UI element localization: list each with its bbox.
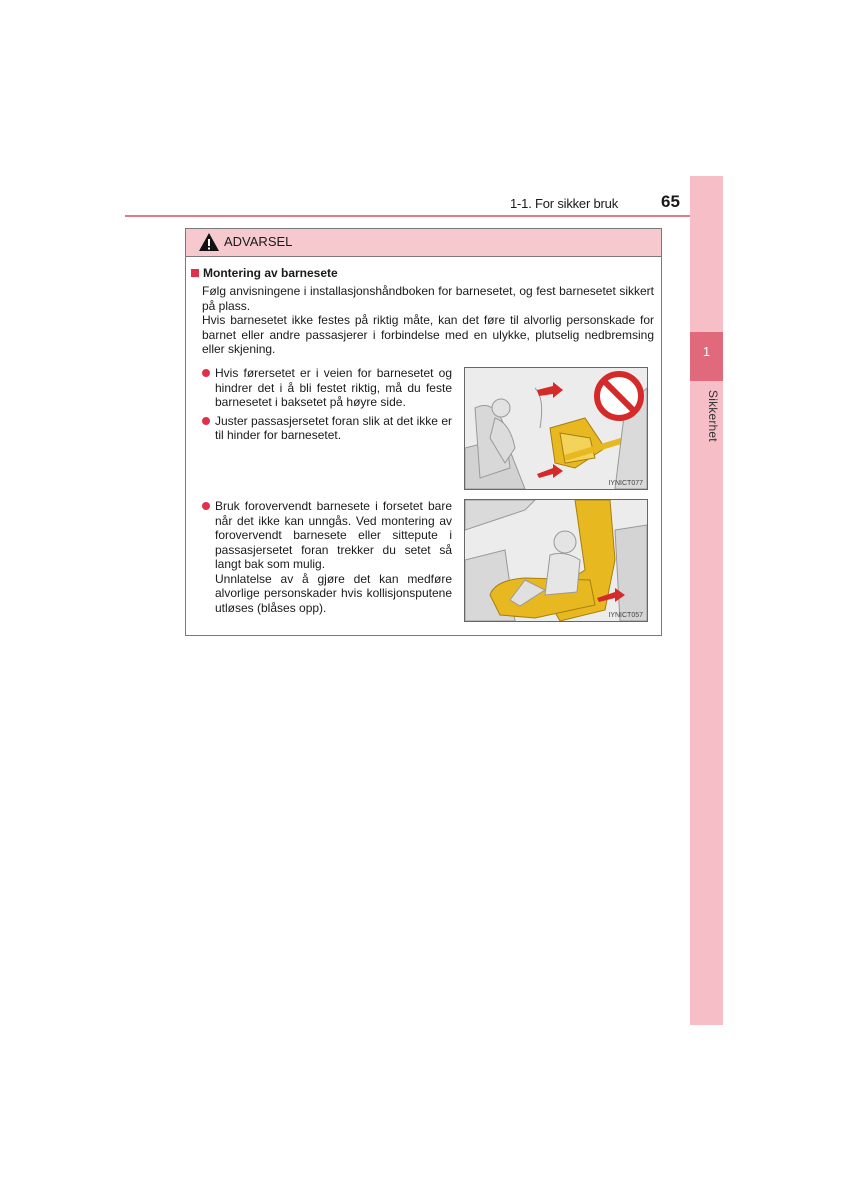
square-bullet-icon (191, 269, 199, 277)
intro-text (202, 284, 654, 357)
warning-header (186, 229, 661, 257)
header-rule (125, 215, 722, 217)
list-item-text: Hvis førersetet er i veien for barnesetet og hindrer det i å bli festet riktig, må du feste barnesetet i baksetet på høyre side. (215, 366, 452, 409)
bullet-dot-icon (202, 502, 210, 510)
section-title: 1-1. For sikker bruk (510, 196, 618, 211)
page-number: 65 (661, 192, 680, 211)
figure-code (465, 368, 647, 489)
warning-triangle-icon (198, 232, 220, 252)
warning-title: ADVARSEL (224, 234, 293, 249)
figure-2-code: IYNICT057 (608, 612, 643, 619)
chapter-label: Sikkerhet (706, 390, 720, 442)
figure-1-code: IYNICT077 (608, 480, 643, 487)
figure-front-seat (464, 367, 648, 490)
warning-box (185, 228, 662, 636)
bullet-dot-icon (202, 369, 210, 377)
section-heading (191, 266, 338, 280)
list-item-text: Juster passasjersetet foran slik at det ikke er til hinder for barnesetet. (215, 413, 452, 442)
figure-code (465, 500, 647, 621)
list-item-text: Bruk forovervendt barnesete i forsetet bare når det ikke kan unngås. Ved montering av forovervendt barnesete eller sittepute i passasjersetet foran trekker du setet så langt bak som mulig. (215, 499, 452, 571)
list-item-text-continued: Unnlatelse av å gjøre det kan medføre alvorlige personskader hvis kollisjonsputene utløses (blåses opp). (215, 571, 452, 615)
list-item (202, 414, 452, 443)
intro-paragraph-1: Følg anvisningene i installasjonshåndboken for barnesetet, og fest barnesetet sikkert på plass. (202, 284, 654, 313)
bullet-list-1 (202, 366, 452, 447)
intro-paragraph-2: Hvis barnesetet ikke festes på riktig måte, kan det føre til alvorlig personskade for barnet eller andre passasjerer i forbindelse med en ulykke, plutselig nedbremsing eller skjening. (202, 313, 654, 356)
chapter-side-tab[interactable] (690, 176, 723, 1025)
chapter-number: 1 (702, 344, 711, 359)
section-heading-text: Montering av barnesete (203, 266, 338, 280)
list-item (202, 499, 452, 615)
figure-booster-seat (464, 499, 648, 622)
bullet-dot-icon (202, 417, 210, 425)
list-item (202, 366, 452, 410)
bullet-list-2 (202, 499, 452, 619)
